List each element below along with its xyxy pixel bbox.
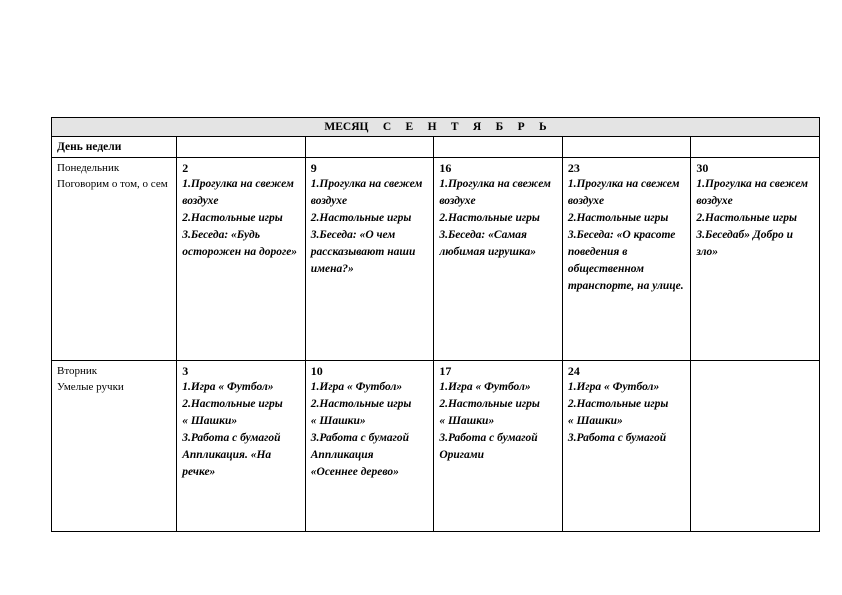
schedule-cell [177,158,306,361]
empty-header-cell [562,137,691,158]
date-number: 3 [182,364,189,378]
schedule-cell [434,158,563,361]
date-number: 23 [567,161,580,175]
schedule-cell [305,361,434,532]
date-number: 2 [182,161,189,175]
month-header-row [52,118,820,137]
empty-header-cell [434,137,563,158]
schedule-cell [434,361,563,532]
schedule-cell [562,361,691,532]
activity-list: 1.Прогулка на свежем воздухе 2.Настольные игры 3.Беседа: «Самая любимая игрушка» [439,178,551,258]
table-row-tuesday [52,361,820,532]
day-theme: Умелые ручки [57,381,124,393]
date-number: 16 [439,161,452,175]
date-number: 9 [310,161,317,175]
activity-list: 1.Прогулка на свежем воздухе 2.Настольные игры 3.Беседа: «О красоте поведения в общественном транспорте, на улице. [567,178,684,292]
date-number: 17 [439,364,452,378]
empty-header-cell [305,137,434,158]
schedule-table [51,117,820,532]
schedule-cell [691,158,820,361]
month-title: МЕСЯЦ С Е Н Т Я Б Р Ь [52,118,820,137]
activity-list: 1.Игра « Футбол» 2.Настольные игры « Шашки» 3.Работа с бумагой Аппликация. «На речке» [182,381,283,478]
day-name: Понедельник [57,162,120,174]
date-number: 30 [696,161,709,175]
schedule-cell [562,158,691,361]
weekday-header-row [52,137,820,158]
day-name: Вторник [57,365,98,377]
activity-list: 1.Игра « Футбол» 2.Настольные игры « Шашки» 3.Работа с бумагой [567,381,669,444]
schedule-cell [691,361,820,532]
activity-list: 1.Игра « Футбол» 2.Настольные игры « Шашки» 3.Работа с бумагой Оригами [439,381,540,461]
table-row-monday [52,158,820,361]
date-number: 10 [310,364,323,378]
weekday-header: День недели [52,137,177,158]
activity-list: 1.Игра « Футбол» 2.Настольные игры « Шашки» 3.Работа с бумагой Аппликация «Осеннее дерево» [310,381,412,478]
empty-header-cell [691,137,820,158]
empty-header-cell [177,137,306,158]
activity-list: 1.Прогулка на свежем воздухе 2.Настольные игры 3.Беседа: «О чем рассказывают наши имена?» [310,178,423,275]
date-number: 24 [567,364,580,378]
schedule-cell [305,158,434,361]
activity-list: 1.Прогулка на свежем воздухе 2.Настольные игры 3.Беседаб» Добро и зло» [696,178,809,258]
schedule-cell [177,361,306,532]
activity-list: 1.Прогулка на свежем воздухе 2.Настольные игры 3.Беседа: «Будь осторожен на дороге» [182,178,298,258]
day-label-cell [52,361,177,532]
day-theme: Поговорим о том, о сем [57,178,168,190]
day-label-cell [52,158,177,361]
schedule-sheet [51,117,820,538]
